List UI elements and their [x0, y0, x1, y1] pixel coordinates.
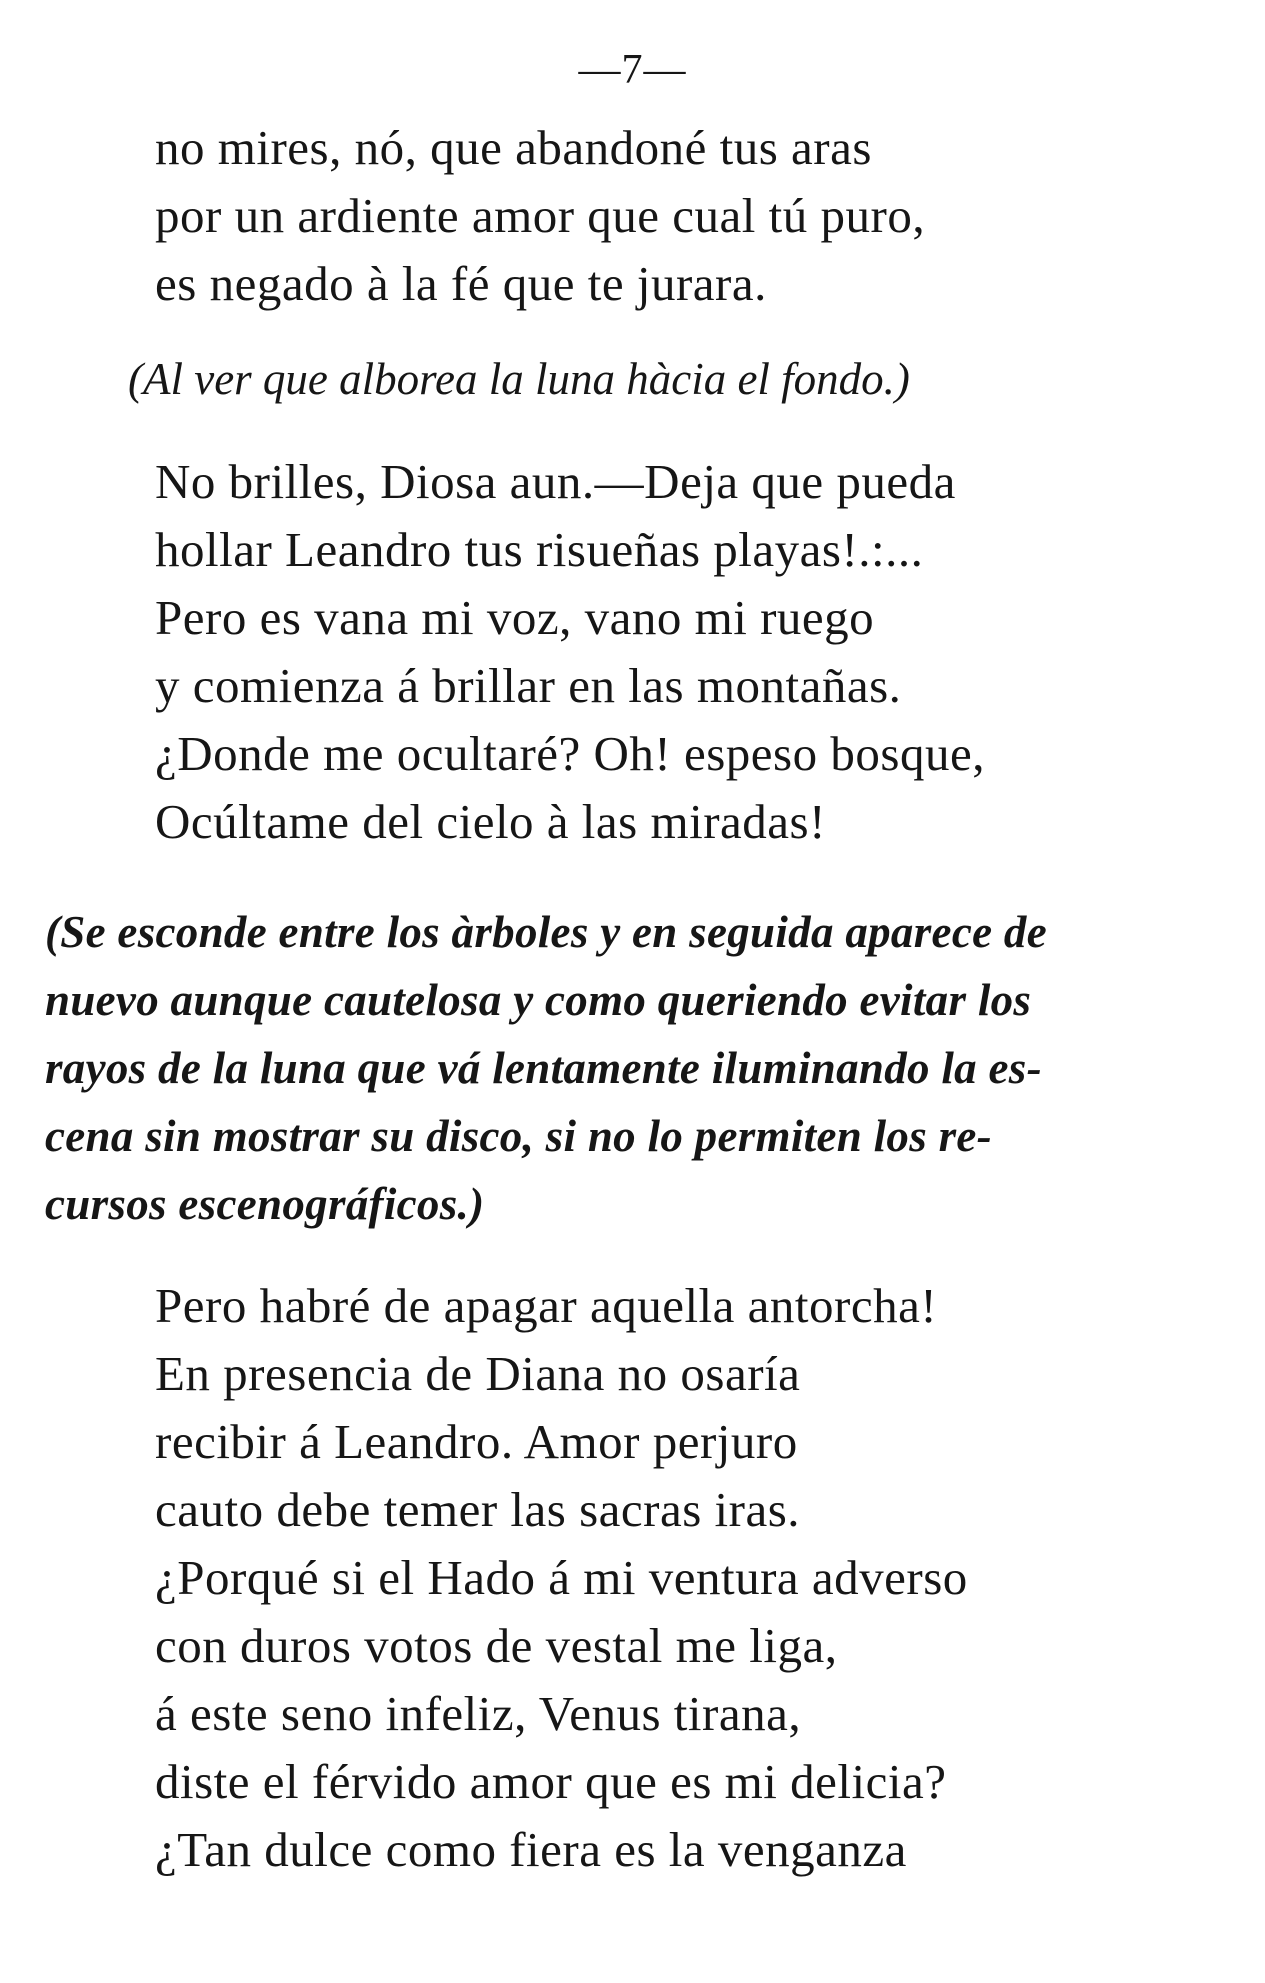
verse-stanza-3: [155, 1272, 968, 1884]
verse-stanza-2: [155, 448, 985, 856]
verse-stanza-1: [155, 114, 925, 318]
verse-line: con duros votos de vestal me liga,: [155, 1618, 838, 1673]
verse-line: ¿Donde me ocultaré? Oh! espeso bosque,: [155, 726, 985, 781]
verse-line: por un ardiente amor que cual tú puro,: [155, 188, 926, 243]
stage-direction-moonrise: (Al ver que alborea la luna hàcia el fondo.): [128, 354, 910, 404]
verse-line: ¿Tan dulce como fiera es la venganza: [155, 1822, 907, 1877]
verse-line: y comienza á brillar en las montañas.: [155, 658, 902, 713]
verse-line: no mires, nó, que abandoné tus aras: [155, 120, 872, 175]
verse-line: á este seno infeliz, Venus tirana,: [155, 1686, 802, 1741]
stage-direction-hides: [45, 898, 1047, 1238]
verse-line: Pero es vana mi voz, vano mi ruego: [155, 590, 875, 645]
verse-line: es negado à la fé que te jurara.: [155, 256, 767, 311]
stage-direction-line: rayos de la luna que vá lentamente iluminando la es-: [45, 1043, 1042, 1093]
verse-line: diste el férvido amor que es mi delicia?: [155, 1754, 947, 1809]
page-number: —7—: [578, 47, 687, 93]
stage-direction-line: nuevo aunque cautelosa y como queriendo evitar los: [45, 975, 1032, 1025]
verse-line: cauto debe temer las sacras iras.: [155, 1482, 801, 1537]
verse-line: No brilles, Diosa aun.—Deja que pueda: [155, 454, 956, 509]
stage-direction-line: cena sin mostrar su disco, si no lo permiten los re-: [45, 1111, 992, 1161]
stage-direction-line: (Se esconde entre los àrboles y en seguida aparece de: [45, 907, 1047, 957]
verse-line: Pero habré de apagar aquella antorcha!: [155, 1278, 938, 1333]
stage-direction-line: cursos escenográficos.): [45, 1179, 485, 1229]
verse-line: En presencia de Diana no osaría: [155, 1346, 801, 1401]
verse-line: hollar Leandro tus risueñas playas!.:...: [155, 522, 924, 577]
verse-line: ¿Porqué si el Hado á mi ventura adverso: [155, 1550, 968, 1605]
verse-line: Ocúltame del cielo à las miradas!: [155, 794, 826, 849]
verse-line: recibir á Leandro. Amor perjuro: [155, 1414, 798, 1469]
